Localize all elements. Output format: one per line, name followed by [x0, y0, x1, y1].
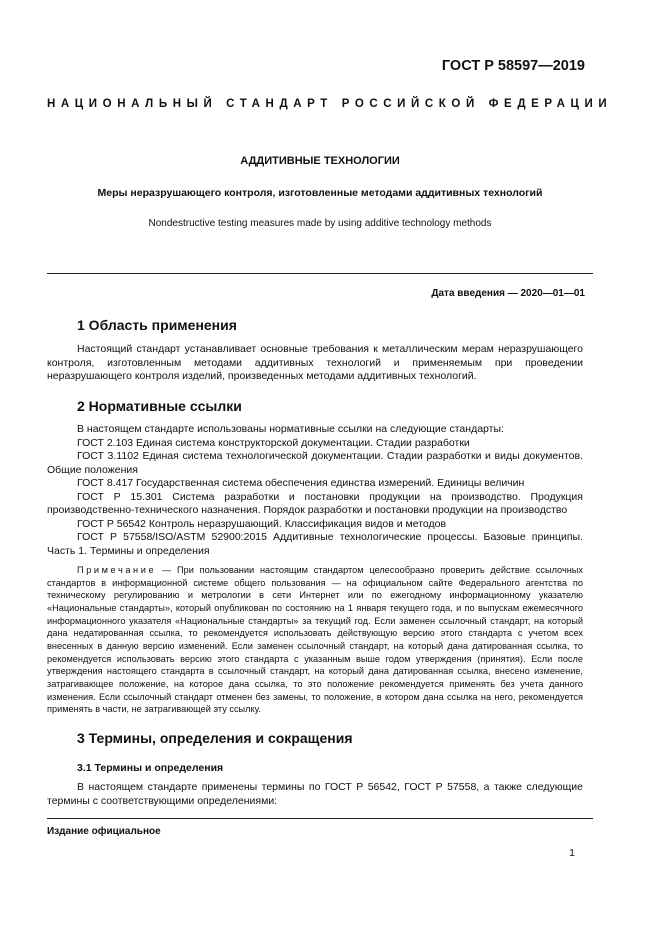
reference-item: ГОСТ 8.417 Государственная система обеспечения единства измерений. Единицы величин: [77, 477, 525, 489]
document-number: ГОСТ Р 58597—2019: [441, 58, 585, 74]
reference-item: ГОСТ Р 57558/ISO/ASTM 52900:2015 Аддитивные технологические процессы. Базовые принципы. Часть 1. Термины и определения: [47, 531, 583, 557]
section-1-text: Настоящий стандарт устанавливает основные требования к металлическим мерам неразрушающего контроля, изготовленным методами аддитивных технологий и применяемым при проведении неразрушающего контроля изделий, произведенных методами аддитивных технологий.: [47, 343, 583, 382]
introduction-date: Дата введения — 2020—01—01: [431, 288, 585, 299]
section-3-text: В настоящем стандарте применены термины по ГОСТ Р 56542, ГОСТ Р 57558, а также следующие термины с соответствующими определениями:: [47, 781, 583, 807]
title-divider: [47, 273, 593, 274]
note-label: Примечание: [77, 565, 157, 575]
footer-divider: [47, 818, 593, 819]
english-title: Nondestructive testing measures made by using additive technology methods: [148, 218, 492, 229]
section-2-heading: 2 Нормативные ссылки: [77, 398, 242, 414]
section-1-heading: 1 Область применения: [77, 317, 237, 333]
note-block: [47, 564, 583, 716]
section-3-heading: 3 Термины, определения и сокращения: [77, 730, 353, 746]
document-subtitle: Меры неразрушающего контроля, изготовленные методами аддитивных технологий: [97, 187, 543, 199]
edition-label: Издание официальное: [47, 826, 161, 837]
standard-banner: НАЦИОНАЛЬНЫЙ СТАНДАРТ РОССИЙСКОЙ ФЕДЕРАЦИИ: [47, 98, 613, 110]
section-2-intro: В настоящем стандарте использованы нормативные ссылки на следующие стандарты:: [77, 423, 504, 435]
document-title: АДДИТИВНЫЕ ТЕХНОЛОГИИ: [240, 155, 400, 167]
reference-item: ГОСТ 3.1102 Единая система технологической документации. Стадии разработки и виды документов. Общие положения: [47, 450, 583, 476]
reference-item: ГОСТ Р 56542 Контроль неразрушающий. Классификация видов и методов: [77, 517, 447, 530]
note-text: — При пользовании настоящим стандартом целесообразно проверить действие ссылочных стандартов в информационной системе общего пользования — на официальном сайте Федерального агентства по техническому регулированию и метрологии в сети Интернет или по ежегодному информационному указателю «Национальные стандарты», который опубликован по состоянию на 1 января текущего года, и по выпускам ежемесячного информационного указателя «Национальные стандарты» за текущий год. Если заменен ссылочный стандарт, на который дана недатированная ссылка, то рекомендуется использовать действующую версию этого стандарта с учетом всех внесенных в данную версию изменений. Если заменен ссылочный стандарт, на который дана датированная ссылка, то рекомендуется использовать версию этого стандарта с указанным выше годом утверждения (принятия). Если после утверждения настоящего стандарта в ссылочный стандарт, на который дана датированная ссылка, внесено изменение, затрагивающее положение, на которое дана ссылка, то это положение рекомендуется применять без учета данного изменения. Если ссылочный стандарт отменен без замены, то положение, в котором дана ссылка на него, рекомендуется применять в части, не затрагивающей эту ссылку.: [47, 565, 583, 715]
reference-item: ГОСТ Р 15.301 Система разработки и постановки продукции на производство. Продукция производственно-технического назначения. Порядок разработки и постановки продукции на производство: [47, 490, 583, 516]
reference-item: ГОСТ 2.103 Единая система конструкторской документации. Стадии разработки: [77, 436, 470, 449]
subsection-3-1-heading: 3.1 Термины и определения: [77, 762, 224, 774]
page-number: 1: [569, 847, 575, 859]
